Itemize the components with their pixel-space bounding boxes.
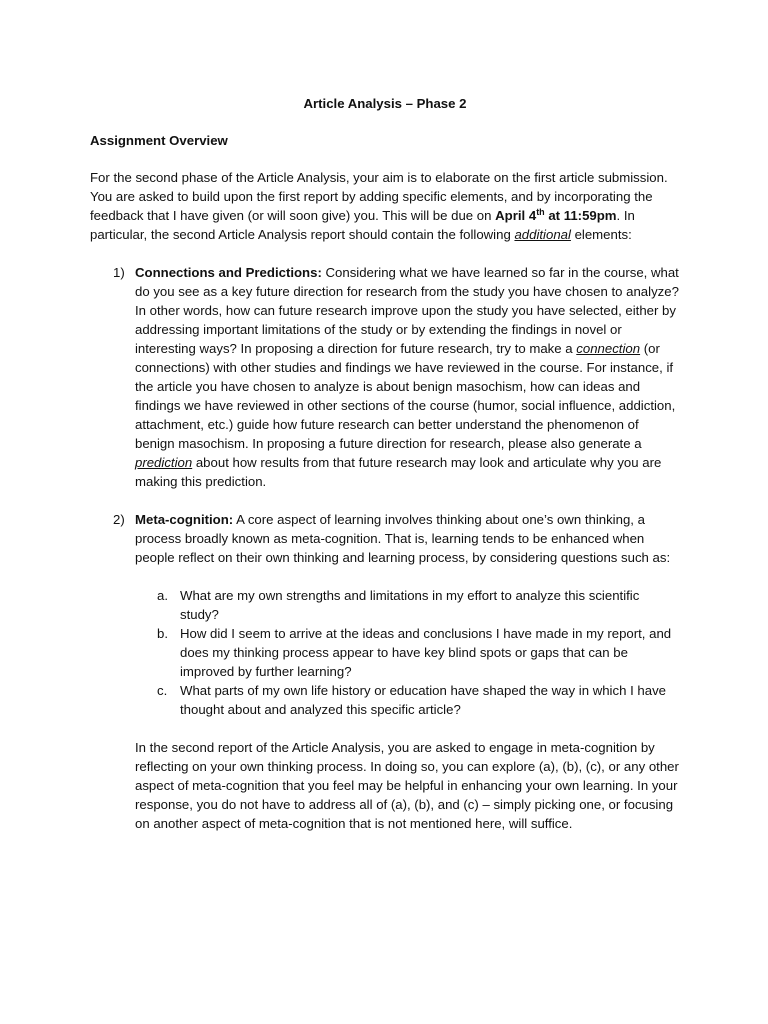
intro-emphasis: additional [514,227,571,242]
intro-text-1: For the second phase of the Article Analysis, your aim is to elaborate on the first article submission. You are asked to build upon the first report by adding specific elements, and by incorporating the feedback that I have given (or will soon give) you. This will be due on [90,170,668,223]
list-item-text: Considering what we have learned so far in the course, what do you see as a key future direction for research from the study you have chosen to analyze? In other words, how can future research improve upon the study you have selected, either by addressing important limitations of the study or by extending the findings in novel or interesting ways? In proposing a direction for future research, try to make a [135,265,679,356]
requirements-list [90,263,680,833]
list-item [90,510,680,833]
list-item [90,263,680,491]
sublist-item-text: What parts of my own life history or education have shaped the way in which I have thought about and analyzed this specific article? [180,683,666,717]
reflection-questions-list [135,586,680,719]
sublist-item [135,586,680,624]
list-item-heading: Connections and Predictions: [135,265,322,280]
list-item-body [135,510,680,567]
sublist-item [135,624,680,681]
sublist-item-text: How did I seem to arrive at the ideas and conclusions I have made in my report, and does my thinking process appear to have key blind spots or gaps that can be improved by further learning? [180,626,672,679]
list-item-body [135,263,680,491]
sublist-item-letter: b. [157,626,168,641]
sublist-item-letter: a. [157,588,168,603]
intro-text-2: . In particular, the second Article Analysis report should contain the following [90,208,635,242]
emphasis-prediction: prediction [135,455,193,470]
due-date [495,208,616,223]
intro-paragraph [90,168,680,244]
sublist-item [135,681,680,719]
list-item-text: A core aspect of learning involves thinking about one’s own thinking, a process broadly known as meta-cognition. That is, learning tends to be enhanced when people reflect on their own thinking and learning process, by considering questions such as: [135,512,671,565]
list-item-number: 1) [113,265,125,280]
document-title: Article Analysis – Phase 2 [303,96,467,111]
due-time: at 11:59pm [544,208,617,223]
emphasis-connection: connection [576,341,641,356]
intro-text-3: elements: [570,227,632,242]
list-item-text: about how results from that future research may look and articulate why you are making this prediction. [135,455,662,489]
list-item-text: (or connections) with other studies and findings we have reviewed in the course. For instance, if the article you have chosen to analyze is about benign masochism, how can ideas and findings we have reviewed in other sections of the course (humor, social influence, addiction, attachment, etc.) guide how future research can better understand the phenomenon of benign masochism. In proposing a future direction for research, please also generate a [135,341,676,451]
section-heading: Assignment Overview [90,133,228,148]
list-item-number: 2) [113,512,125,527]
list-item-heading: Meta-cognition: [135,512,234,527]
sublist-item-text: What are my own strengths and limitations in my effort to analyze this scientific study? [180,588,640,622]
sublist-item-letter: c. [157,683,168,698]
metacognition-closing-paragraph: In the second report of the Article Analysis, you are asked to engage in meta-cognition by reflecting on your own thinking process. In doing so, you can explore (a), (b), (c), or any other aspect of meta-cognition that you feel may be helpful in enhancing your own learning. In your response, you do not have to address all of (a), (b), and (c) – simply picking one, or focusing on another aspect of meta-cognition that is not mentioned here, will suffice. [135,740,679,831]
due-date-suffix: th [536,207,545,217]
due-date-text: April 4 [495,208,537,223]
